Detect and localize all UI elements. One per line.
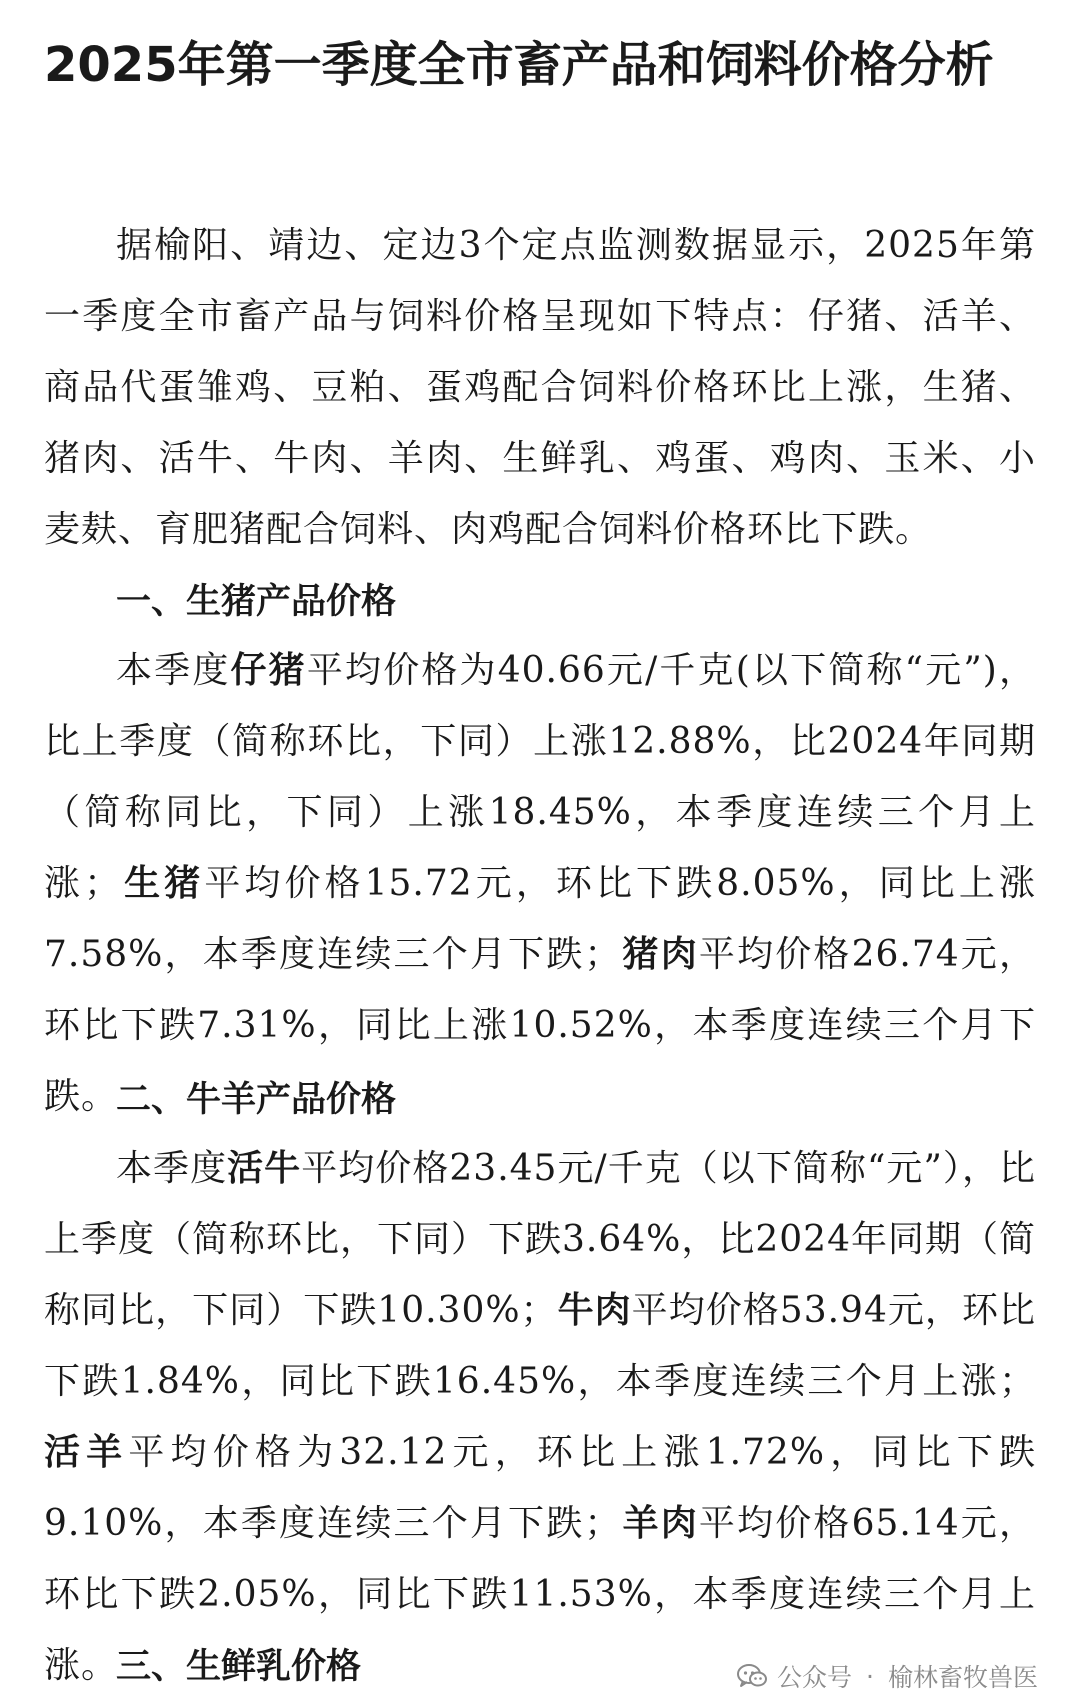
keyword-piglet: 仔猪 [230, 650, 307, 691]
text-run: 平均价格为32.12元，环比上涨1.72%，同比下跌9.10%，本季度连续三个月下跌； [44, 1432, 1036, 1544]
text-run: 平均价格为40.66元/千克(以下简称“元”)，比上季度（简称环比，下同）上涨12.88%，比2024年同期（简称同比，下同）上涨18.45%，本季度连续三个月上涨； [44, 650, 1036, 904]
wechat-icon [737, 1663, 767, 1689]
keyword-live-pig: 生猪 [121, 863, 205, 904]
text-run: 平均价格65.14元，环比下跌2.05%，同比下跌11.53%，本季度连续三个月上涨。 [44, 1503, 1036, 1686]
keyword-live-cattle: 活牛 [227, 1148, 302, 1189]
text-run: 平均价格15.72元，环比下跌8.05%，同比上涨7.58%，本季度连续三个月下跌； [44, 863, 1036, 975]
section-paragraph-cattle-sheep [44, 1133, 1036, 1701]
text-run: 本季度 [116, 650, 231, 691]
text-run: 本季度 [116, 1148, 228, 1189]
text-run: 平均价格53.94元，环比下跌1.84%，同比下跌16.45%，本季度连续三个月上涨； [44, 1290, 1036, 1402]
section-heading-pig: 一、生猪产品价格 [116, 582, 397, 622]
section-heading-cattle-sheep: 二、牛羊产品价格 [116, 1080, 397, 1120]
wechat-watermark [733, 1656, 1042, 1696]
watermark-separator: · [866, 1661, 874, 1691]
text-run: 平均价格26.74元，环比下跌7.31%，同比上涨10.52%，本季度连续三个月下跌。 [44, 934, 1036, 1117]
keyword-live-sheep: 活羊 [44, 1432, 129, 1473]
intro-paragraph: 据榆阳、靖边、定边3个定点监测数据显示，2025年第一季度全市畜产品与饲料价格呈现如下特点：仔猪、活羊、商品代蛋雏鸡、豆粕、蛋鸡配合饲料价格环比上涨，生猪、猪肉、活牛、牛肉、羊肉、生鲜乳、鸡蛋、鸡肉、玉米、小麦麸、育肥猪配合饲料、肉鸡配合饲料价格环比下跌。 [44, 225, 1036, 550]
keyword-pork: 猪肉 [621, 934, 699, 975]
section-paragraph-pig [44, 635, 1036, 1132]
watermark-label: 公众号 [777, 1663, 853, 1692]
keyword-mutton: 羊肉 [621, 1503, 699, 1544]
keyword-beef: 牛肉 [557, 1290, 632, 1331]
document-title: 2025年第一季度全市畜产品和饲料价格分析 [44, 37, 994, 93]
text-run: 平均价格23.45元/千克（以下简称“元”），比上季度（简称环比，下同）下跌3.64%，比2024年同期（简称同比，下同）下跌10.30%； [44, 1148, 1036, 1331]
section-heading-raw-milk: 三、生鲜乳价格 [116, 1647, 362, 1687]
watermark-account: 榆林畜牧兽医 [887, 1663, 1038, 1692]
